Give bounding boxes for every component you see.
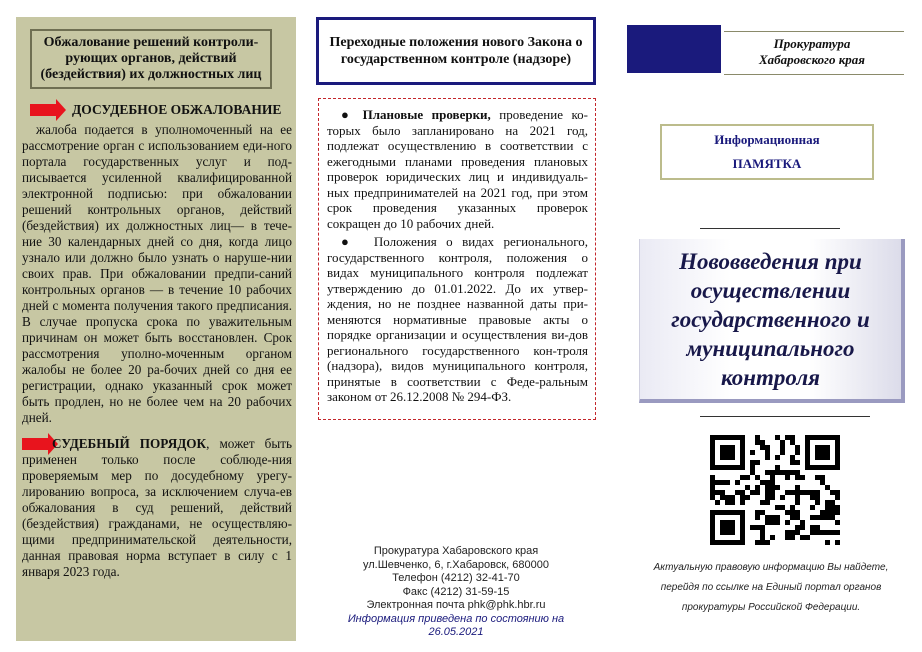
- phone: Телефон (4212) 32-41-70: [392, 572, 520, 584]
- memo-title: ПАМЯТКА: [732, 156, 802, 171]
- pretrial-heading: ДОСУДЕБНОЕ ОБЖАЛОВАНИЕ: [72, 102, 282, 117]
- list-item: ● Положения о видах регионального, государственного контроля, положения о видах муниципального контроля подлежат утверждению до 01.01.2022. До их утвер-ждения, но не позднее названной даты при-меняются нормативные правовые акты о порядке организации и осуществления ви-дов регионального государственного кон-троля (надзора), видов муниципального контроля, принятые в соответствии с Феде-ральным законом от 26.12.2008 № 294-ФЗ.: [327, 234, 588, 404]
- portal-footnote: [641, 558, 901, 618]
- footnote-line-1: Актуальную правовую информацию Вы найдете,: [653, 562, 889, 573]
- organization-name: [728, 36, 896, 68]
- org-name: Прокуратура Хабаровского края: [373, 545, 539, 557]
- street-address: ул.Шевченко, 6, г.Хабаровск, 680000: [362, 558, 550, 571]
- footnote-line-3: прокуратуры Российской Федерации.: [681, 602, 861, 613]
- qr-code-icon[interactable]: [710, 435, 840, 545]
- item-text: проведение ко-торых было запланировано на 2021 год, подлежат осуществлению в соответствии с ежегодными планами проведения плановых проверок юридических лиц и индивидуаль-ных предпринимателей на 2021 год, при этом срок проведения указанных проверок сокращен до 10 рабочих дней.: [327, 107, 588, 231]
- divider: [724, 31, 904, 32]
- divider: [700, 228, 840, 229]
- list-item: ● Плановые проверки, проведение ко-торых было запланировано на 2021 год, подлежат осуществлению в соответствии с ежегодными планами проведения плановых проверок юридических лиц и индивидуаль-ных предпринимателей на 2021 год, при этом срок проведения указанных проверок сокращен до 10 рабочих дней.: [327, 107, 588, 231]
- transitional-title: Переходные положения нового Закона о государственном контроле (надзоре): [316, 17, 596, 85]
- divider: [700, 416, 870, 417]
- info-date: 26.05.2021: [428, 626, 484, 638]
- org-line-2: Хабаровского края: [759, 52, 865, 67]
- footnote-line-2: перейдя по ссылке на Единый портал органов: [660, 582, 882, 593]
- arrow-right-icon: [30, 104, 56, 116]
- contact-block: [316, 545, 596, 640]
- email: Электронная почта phk@phk.hbr.ru: [366, 599, 546, 611]
- pretrial-text: жалоба подается в уполномоченный на ее рассмотрение орган с использованием еди-ного портала государственных услуг и под-писывается усиленной квалифицированной электронной подписью: при обжаловании решений контрольных органов, действий (бездействия) их должностных лиц— в тече-ние 30 календарных дней со дня, когда лицо узнало или должно было узнать о наруше-нии своих прав. При обжаловании предпи-саний контрольных органов — в течение 10 рабочих дней с момента получения такого предписания. В случае пропуска срока по уважительным причинам он может быть восстановлен. Срок рассмотрения уполно-моченным органом жалобы не более 20 ра-бочих дней со дня ее регистрации, однако указанный срок может быть продлен, но не более чем на 20 рабочих дней.: [22, 122, 292, 425]
- court-heading: СУДЕБНЫЙ ПОРЯДОК: [52, 436, 207, 451]
- court-text: , может быть применен только после соблюде-ния проверяемым мер по досудебному урегу-лированию вопроса, за исключением случа-ев обжалования в суд решений, действий (бездействия) гражданами, не осуществляю-щими предпринимательской деятельности, данная правовая норма вступает в силу с 1 января 2023 года.: [22, 436, 293, 579]
- memo-box: [660, 124, 874, 180]
- brand-band: [627, 25, 721, 73]
- divider: [724, 74, 904, 75]
- info-date-note: Информация приведена по состоянию на: [347, 612, 565, 625]
- item-text: Положения о видах регионального, государственного контроля, положения о видах муниципального контроля подлежат утверждению до 01.01.2022. До их утвер-ждения, но не позднее названной даты при-меняются нормативные правовые акты о порядке организации и осуществления ви-дов регионального государственного кон-троля (надзора), видов муниципального контроля, принятые в соответствии с Феде-ральным законом от 26.12.2008 № 294-ФЗ.: [327, 234, 588, 404]
- memo-label: Информационная: [714, 132, 820, 147]
- appeal-title: Обжалование решений контроли-рующих органов, действий (бездействия) их должностных лиц: [30, 29, 272, 89]
- item-bold-label: Плановые проверки,: [362, 107, 491, 122]
- fax: Факс (4212) 31-59-15: [402, 585, 510, 598]
- main-headline: Нововведения при осуществлении государственного и муниципального контроля: [639, 239, 905, 403]
- court-paragraph: [22, 436, 292, 580]
- org-line-1: Прокуратура: [773, 36, 851, 51]
- transitional-box: [318, 98, 596, 420]
